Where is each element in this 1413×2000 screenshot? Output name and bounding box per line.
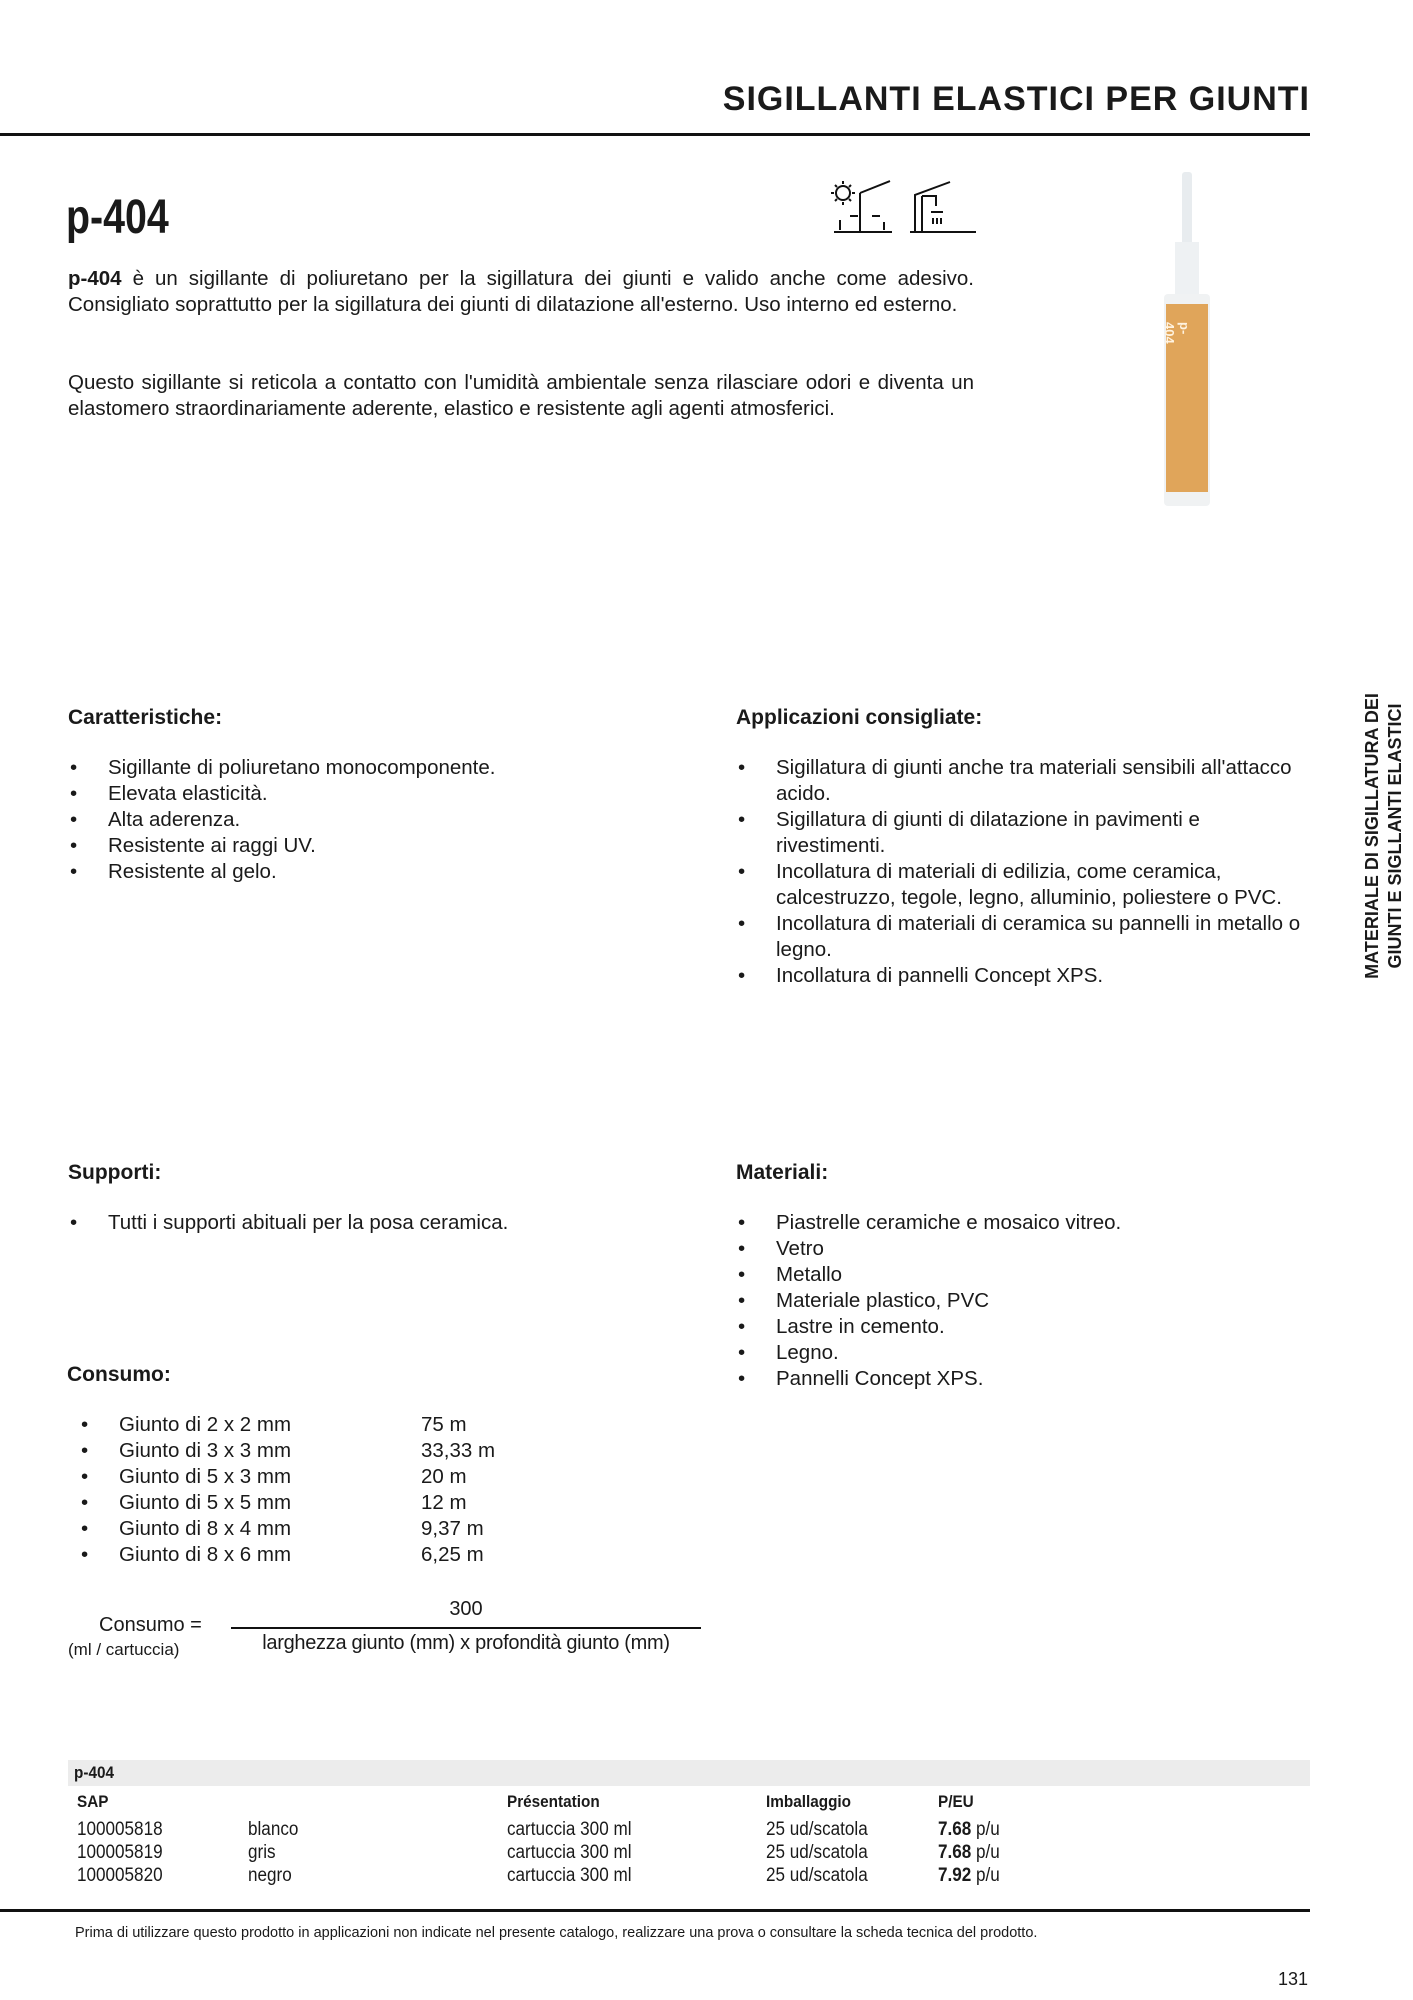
consumo-row — [79, 1516, 647, 1542]
list-item: • Materiale plastico, PVC — [736, 1288, 1306, 1314]
list-item: • Legno. — [736, 1340, 1306, 1366]
presentation: cartuccia 300 ml — [507, 1865, 632, 1886]
presentation: cartuccia 300 ml — [507, 1842, 632, 1863]
col-presentation: Présentation — [507, 1792, 600, 1811]
applicazioni-heading: Applicazioni consigliate — [736, 706, 976, 729]
sap-code: 100005819 — [77, 1842, 163, 1863]
price-value: 7.68 — [938, 1819, 972, 1840]
price-unit: p/u — [976, 1819, 1000, 1840]
tube-label: p-404 — [1162, 322, 1192, 344]
consumo-row — [79, 1438, 647, 1464]
fraction-bar — [231, 1627, 701, 1629]
color: negro — [248, 1865, 292, 1886]
product-title: p-404 — [66, 191, 169, 244]
outdoor-use-icon — [831, 181, 892, 232]
formula-denominator: larghezza giunto (mm) x profondità giunto (mm) — [262, 1632, 670, 1654]
list-item: • Sigillante di poliuretano monocomponente. — [68, 755, 648, 781]
header-divider — [0, 133, 1310, 136]
packaging: 25 ud/scatola — [766, 1842, 868, 1863]
description-paragraph-1 — [68, 266, 974, 318]
col-imballaggio: Imballaggio — [766, 1792, 852, 1811]
side-tab-line-1: MATERIALE DI SIGILLATURA DEI — [1362, 693, 1382, 979]
caratteristiche-heading: Caratteristiche — [68, 706, 216, 729]
list-item: • Alta aderenza. — [68, 807, 648, 833]
price-value: 7.68 — [938, 1842, 972, 1863]
description-paragraph-2: Questo sigillante si reticola a contatto con l'umidità ambientale senza rilasciare odori e diventa un elastomero straordinariamente aderente, elastico e resistente agli agenti atmosferici. — [68, 371, 974, 420]
consumo-row — [79, 1542, 647, 1568]
product-tube-image — [1158, 172, 1216, 510]
list-item: • Resistente al gelo. — [68, 859, 648, 885]
joint-length: 33,33 m — [421, 1439, 496, 1462]
color: gris — [248, 1842, 276, 1863]
col-price: P/EU — [938, 1792, 974, 1811]
consumo-row — [79, 1412, 647, 1438]
table-title-bar — [68, 1760, 1310, 1786]
col-sap: SAP — [77, 1792, 109, 1811]
packaging: 25 ud/scatola — [766, 1865, 868, 1886]
formula-numerator: 300 — [449, 1598, 483, 1620]
price — [938, 1842, 1000, 1864]
price-unit: p/u — [976, 1842, 1000, 1863]
list-item: • Piastrelle ceramiche e mosaico vitreo. — [736, 1210, 1306, 1236]
supporti-section: Supporti: • Tutti i supporti abituali per la posa ceramica. — [68, 1161, 648, 1236]
consumo-row — [79, 1464, 647, 1490]
joint-length: 6,25 m — [421, 1543, 484, 1566]
supporti-heading: Supporti — [68, 1161, 155, 1184]
list-item: • Tutti i supporti abituali per la posa ceramica. — [68, 1210, 648, 1236]
list-item: • Vetro — [736, 1236, 1306, 1262]
formula-unit: (ml / cartuccia) — [68, 1640, 180, 1659]
consumo-heading: Consumo: — [67, 1363, 171, 1386]
applicazioni-section: Applicazioni consigliate: • Sigillatura di giunti anche tra materiali sensibili all'attacco acido. • Sigillatura di giunti di dilatazione in pavimenti e rivestimenti. • Incollatura di materiali di edilizia, come ceramica, calcestruzzo, tegole, legno, alluminio, poliestere o PVC. • Incollatura di materiali di ceramica su pannelli in metallo o legno. • Incollatura di pannelli Concept XPS. — [736, 706, 1306, 989]
packaging: 25 ud/scatola — [766, 1819, 868, 1840]
list-item: • Incollatura di materiali di edilizia, come ceramica, calcestruzzo, tegole, legno, alluminio, poliestere o PVC. — [736, 859, 1306, 911]
section-title: SIGILLANTI ELASTICI PER GIUNTI — [722, 80, 1310, 118]
list-item: • Lastre in cemento. — [736, 1314, 1306, 1340]
footnote: Prima di utilizzare questo prodotto in applicazioni non indicate nel presente catalogo, realizzare una prova o consultare la scheda tecnica del prodotto. — [75, 1925, 1038, 1941]
price-unit: p/u — [976, 1865, 1000, 1886]
joint-length: 9,37 m — [421, 1517, 484, 1540]
list-item: • Sigillatura di giunti anche tra materiali sensibili all'attacco acido. — [736, 755, 1306, 807]
list-item: • Incollatura di pannelli Concept XPS. — [736, 963, 1306, 989]
joint-size: • Giunto di 5 x 5 mm — [119, 1491, 292, 1514]
sap-code: 100005820 — [77, 1865, 163, 1886]
materiali-section: Materiali: • Piastrelle ceramiche e mosaico vitreo. • Vetro • Metallo • Materiale plastico, PVC • Lastre in cemento. • Legno. • Pannelli Concept XPS. — [736, 1161, 1306, 1392]
list-item: • Resistente ai raggi UV. — [68, 833, 648, 859]
list-item: • Sigillatura di giunti di dilatazione in pavimenti e rivestimenti. — [736, 807, 1306, 859]
joint-length: 75 m — [421, 1413, 467, 1436]
joint-length: 12 m — [421, 1491, 467, 1514]
side-section-tab — [1360, 680, 1408, 992]
materiali-heading: Materiali — [736, 1161, 822, 1184]
caratteristiche-section: Caratteristiche: • Sigillante di poliuretano monocomponente. • Elevata elasticità. • Alta aderenza. • Resistente ai raggi UV. • Resistente al gelo. — [68, 706, 648, 885]
joint-size: • Giunto di 2 x 2 mm — [119, 1413, 292, 1436]
consumo-row — [79, 1490, 647, 1516]
description-text: è un sigillante di poliuretano per la sigillatura dei giunti e valido anche come adesivo. Consigliato soprattutto per la sigillatura dei giunti di dilatazione all'esterno. Uso interno ed esterno. — [68, 267, 974, 316]
price — [938, 1865, 1000, 1887]
joint-size: • Giunto di 5 x 3 mm — [119, 1465, 292, 1488]
list-item: • Metallo — [736, 1262, 1306, 1288]
presentation: cartuccia 300 ml — [507, 1819, 632, 1840]
joint-size: • Giunto di 8 x 6 mm — [119, 1543, 292, 1566]
usage-icons — [830, 178, 980, 240]
sap-code: 100005818 — [77, 1819, 163, 1840]
indoor-shower-use-icon — [910, 182, 976, 232]
list-item: • Pannelli Concept XPS. — [736, 1366, 1306, 1392]
list-item: • Incollatura di materiali di ceramica su pannelli in metallo o legno. — [736, 911, 1306, 963]
product-name-bold: p-404 — [68, 267, 122, 290]
consumo-section — [67, 1363, 647, 1568]
page-number: 131 — [1278, 1969, 1309, 1989]
color: blanco — [248, 1819, 299, 1840]
price-value: 7.92 — [938, 1865, 972, 1886]
list-item: • Elevata elasticità. — [68, 781, 648, 807]
table-title: p-404 — [74, 1763, 114, 1782]
side-tab-line-2: GIUNTI E SIGLLANTI ELASTICI — [1385, 703, 1405, 969]
joint-length: 20 m — [421, 1465, 467, 1488]
price — [938, 1819, 1000, 1841]
joint-size: • Giunto di 3 x 3 mm — [119, 1439, 292, 1462]
joint-size: • Giunto di 8 x 4 mm — [119, 1517, 292, 1540]
formula-label: Consumo = — [99, 1614, 202, 1636]
footer-divider — [0, 1909, 1310, 1912]
